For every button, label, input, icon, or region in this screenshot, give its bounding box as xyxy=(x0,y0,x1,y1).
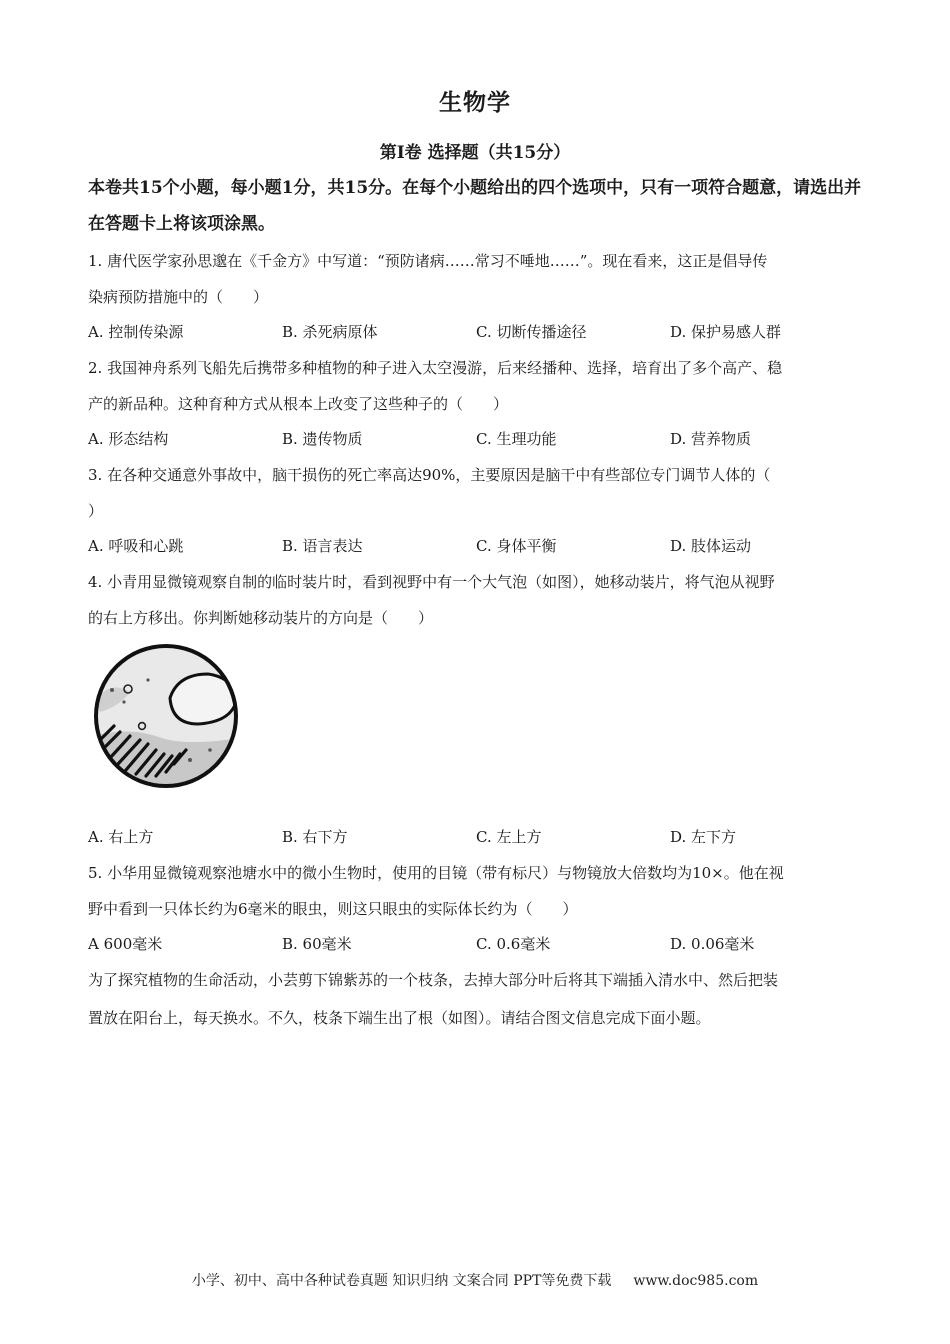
question-4-line-1: 4. 小青用显微镜观察自制的临时装片时，看到视野中有一个大气泡（如图），她移动装片，将气泡从视野 xyxy=(88,573,775,591)
question-3-option-a[interactable]: A. 呼吸和心跳 xyxy=(88,537,184,555)
question-4-line-2: 的右上方移出。你判断她移动装片的方向是（ ） xyxy=(88,609,434,627)
question-4-option-d[interactable]: D. 左下方 xyxy=(670,828,737,846)
question-1-option-d[interactable]: D. 保护易感人群 xyxy=(670,323,782,341)
question-2-line-2: 产的新品种。这种育种方式从根本上改变了这些种子的（ ） xyxy=(88,395,509,413)
question-3-option-c[interactable]: C. 身体平衡 xyxy=(476,537,557,555)
passage-line-1: 为了探究植物的生命活动，小芸剪下锦紫苏的一个枝条，去掉大部分叶后将其下端插入清水中、然后把装 xyxy=(88,971,779,989)
question-1-option-c[interactable]: C. 切断传播途径 xyxy=(476,323,587,341)
question-5-option-d[interactable]: D. 0.06毫米 xyxy=(670,935,755,953)
question-5-option-c[interactable]: C. 0.6毫米 xyxy=(476,935,551,953)
question-4-options xyxy=(88,826,868,848)
question-2-line-1: 2. 我国神舟系列飞船先后携带多种植物的种子进入太空漫游，后来经播种、选择，培育出了多个高产、稳 xyxy=(88,359,783,377)
question-3-option-d[interactable]: D. 肢体运动 xyxy=(670,537,752,555)
question-2-option-c[interactable]: C. 生理功能 xyxy=(476,430,557,448)
question-3-option-b[interactable]: B. 语言表达 xyxy=(282,537,363,555)
footer-url[interactable]: www.doc985.com xyxy=(633,1273,759,1289)
question-5-line-1: 5. 小华用显微镜观察池塘水中的微小生物时，使用的目镜（带有标尺）与物镜放大倍数均为10×。他在视 xyxy=(88,864,784,882)
question-5-option-b[interactable]: B. 60毫米 xyxy=(282,935,352,953)
footer-text: 小学、初中、高中各种试卷真题 知识归纳 文案合同 PPT等免费下载 xyxy=(191,1273,612,1289)
question-2-option-d[interactable]: D. 营养物质 xyxy=(670,430,752,448)
page-footer xyxy=(0,1270,950,1290)
question-5-option-a[interactable]: A 600毫米 xyxy=(88,935,163,953)
microscope-view-figure xyxy=(90,640,244,792)
page-title: 生物学 xyxy=(439,89,511,116)
question-5-options xyxy=(88,933,868,955)
question-4-option-b[interactable]: B. 右下方 xyxy=(282,828,348,846)
question-3-options xyxy=(88,535,868,557)
question-1-option-a[interactable]: A. 控制传染源 xyxy=(88,323,184,341)
question-2-options xyxy=(88,428,868,450)
question-1-line-2: 染病预防措施中的（ ） xyxy=(88,288,269,306)
question-4-option-a[interactable]: A. 右上方 xyxy=(88,828,154,846)
question-4-option-c[interactable]: C. 左上方 xyxy=(476,828,542,846)
question-3-line-2: ） xyxy=(88,502,104,520)
question-1-options xyxy=(88,321,868,343)
question-5-line-2: 野中看到一只体长约为6毫米的眼虫，则这只眼虫的实际体长约为（ ） xyxy=(88,900,578,918)
instructions: 本卷共15个小题，每小题1分，共15分。在每个小题给出的四个选项中，只有一项符合题意，请选出并在答题卡上将该项涂黑。 xyxy=(88,178,862,234)
passage-line-2: 置放在阳台上，每天换水。不久，枝条下端生出了根（如图）。请结合图文信息完成下面小题。 xyxy=(88,1009,711,1027)
section-title: 第Ⅰ卷 选择题（共15分） xyxy=(379,143,571,163)
question-3-line-1: 3. 在各种交通意外事故中，脑干损伤的死亡率高达90%，主要原因是脑干中有些部位专门调节人体的（ xyxy=(88,466,771,484)
question-2-option-a[interactable]: A. 形态结构 xyxy=(88,430,169,448)
question-1-option-b[interactable]: B. 杀死病原体 xyxy=(282,323,378,341)
question-1-line-1: 1. 唐代医学家孙思邈在《千金方》中写道：“预防诸病……常习不唾地……”。现在看来，这正是倡导传 xyxy=(88,252,768,270)
question-2-option-b[interactable]: B. 遗传物质 xyxy=(282,430,363,448)
